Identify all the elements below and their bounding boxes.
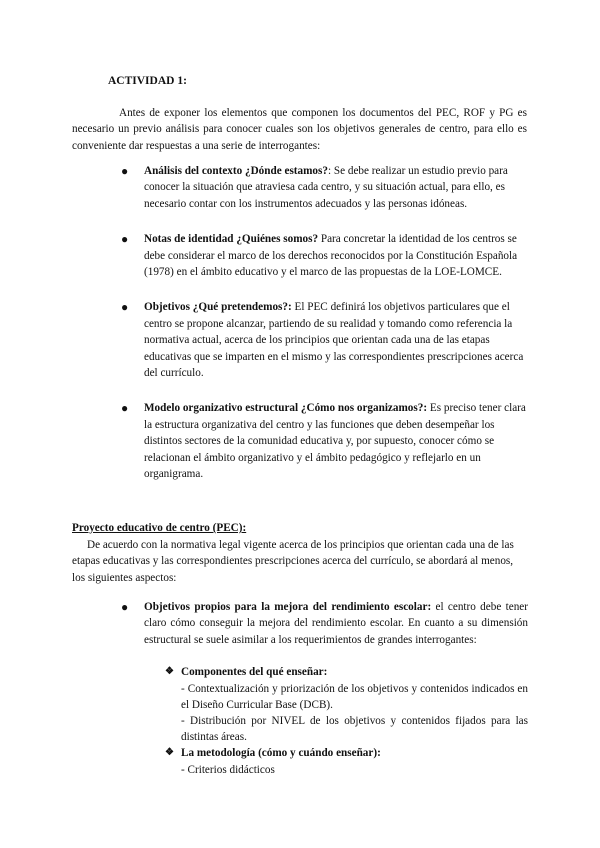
sub-heading-text: La metodología (cómo y cuándo enseñar):: [181, 747, 381, 759]
sub-item: - Criterios didácticos: [181, 764, 275, 776]
intro-paragraph: [72, 105, 527, 154]
sub-heading-text: Componentes del qué enseñar:: [181, 666, 328, 678]
interrogantes-list: [121, 163, 528, 502]
item-heading: Notas de identidad ¿Quiénes somos?: [144, 233, 319, 246]
list-item: [121, 400, 528, 482]
activity-title: ACTIVIDAD 1:: [108, 75, 187, 87]
intro-text: Antes de exponer los elementos que componen los documentos del PEC, ROF y PG es necesario un previo análisis para conocer cuales son los objetivos generales de centro, para ello es conveniente dar respuestas a una serie de interrogantes:: [72, 107, 527, 152]
item-text: : Se debe realizar un estudio previo para conocer la situación que atraviesa cada centro, y su situación actual, para ello, es necesario contar con los instrumentos adecuados y las personas idóneas.: [144, 165, 508, 210]
pec-bullet: [121, 599, 528, 648]
sub-item: - Distribución por NIVEL de los objetivos y contenidos fijados para las distintas áreas.: [181, 715, 528, 744]
sub-heading-que-ensenar: [165, 664, 328, 680]
list-item: [121, 299, 528, 381]
bullet-icon: ●: [121, 232, 129, 247]
bullet-icon: ●: [121, 401, 129, 416]
item-heading: Análisis del contexto ¿Dónde estamos?: [144, 165, 328, 177]
list-item: [121, 163, 528, 212]
list-item: [121, 231, 528, 280]
pec-section-title: Proyecto educativo de centro (PEC):: [72, 522, 247, 534]
pec-paragraph: [72, 537, 528, 586]
item-heading: Objetivos ¿Qué pretendemos?:: [144, 301, 292, 314]
item-text: Para concretar la identidad de los centros se debe considerar el marco de los derechos reconocidos por la Constitución Española (1978) en el ámbito educativo y el marco de las propuestas de la LOE-LOMCE.: [144, 233, 518, 279]
bullet-icon: ●: [121, 600, 129, 614]
item-text: Es preciso tener clara la estructura organizativa del centro y las funciones que deben desempeñar los distintos sectores de la comunidad educativa y, por supuesto, conocer cómo se relacionan el ámbito organizativo y el ámbito pedagógico y reflejarlo en un organigrama.: [144, 402, 526, 481]
sub-heading-metodologia: [165, 745, 381, 761]
sub-item: - Contextualización y priorización de los objetivos y contenidos indicados en el Diseño Curricular Base (DCB).: [181, 683, 528, 712]
pec-bullet-heading: Objetivos propios para la mejora del rendimiento escolar:: [144, 601, 432, 613]
pec-paragraph-text: De acuerdo con la normativa legal vigente acerca de los principios que orientan cada una de las etapas educativas y las correspondientes prescripciones acerca del currículo, se abordará al menos, los siguientes aspectos:: [72, 539, 514, 584]
item-text: El PEC definirá los objetivos particulares que el centro se propone alcanzar, partiendo de su realidad y tomando como referencia la normativa actual, acerca de los principios que orientan cada una de las etapas educativas que se imparten en el mismo y las correspondientes prescripciones acerca del currículo.: [144, 301, 524, 380]
pec-bullet-text: el centro debe tener claro cómo conseguir la mejora del rendimiento escolar. En cuanto a su dimensión estructural se suele asimilar a los requerimientos de grandes interrogantes:: [144, 601, 528, 646]
bullet-icon: ●: [121, 164, 129, 178]
bullet-icon: ●: [121, 300, 129, 315]
diamond-bullet-icon: ❖: [165, 666, 174, 677]
diamond-bullet-icon: ❖: [165, 747, 174, 758]
item-heading: Modelo organizativo estructural ¿Cómo nos organizamos?:: [144, 402, 428, 415]
